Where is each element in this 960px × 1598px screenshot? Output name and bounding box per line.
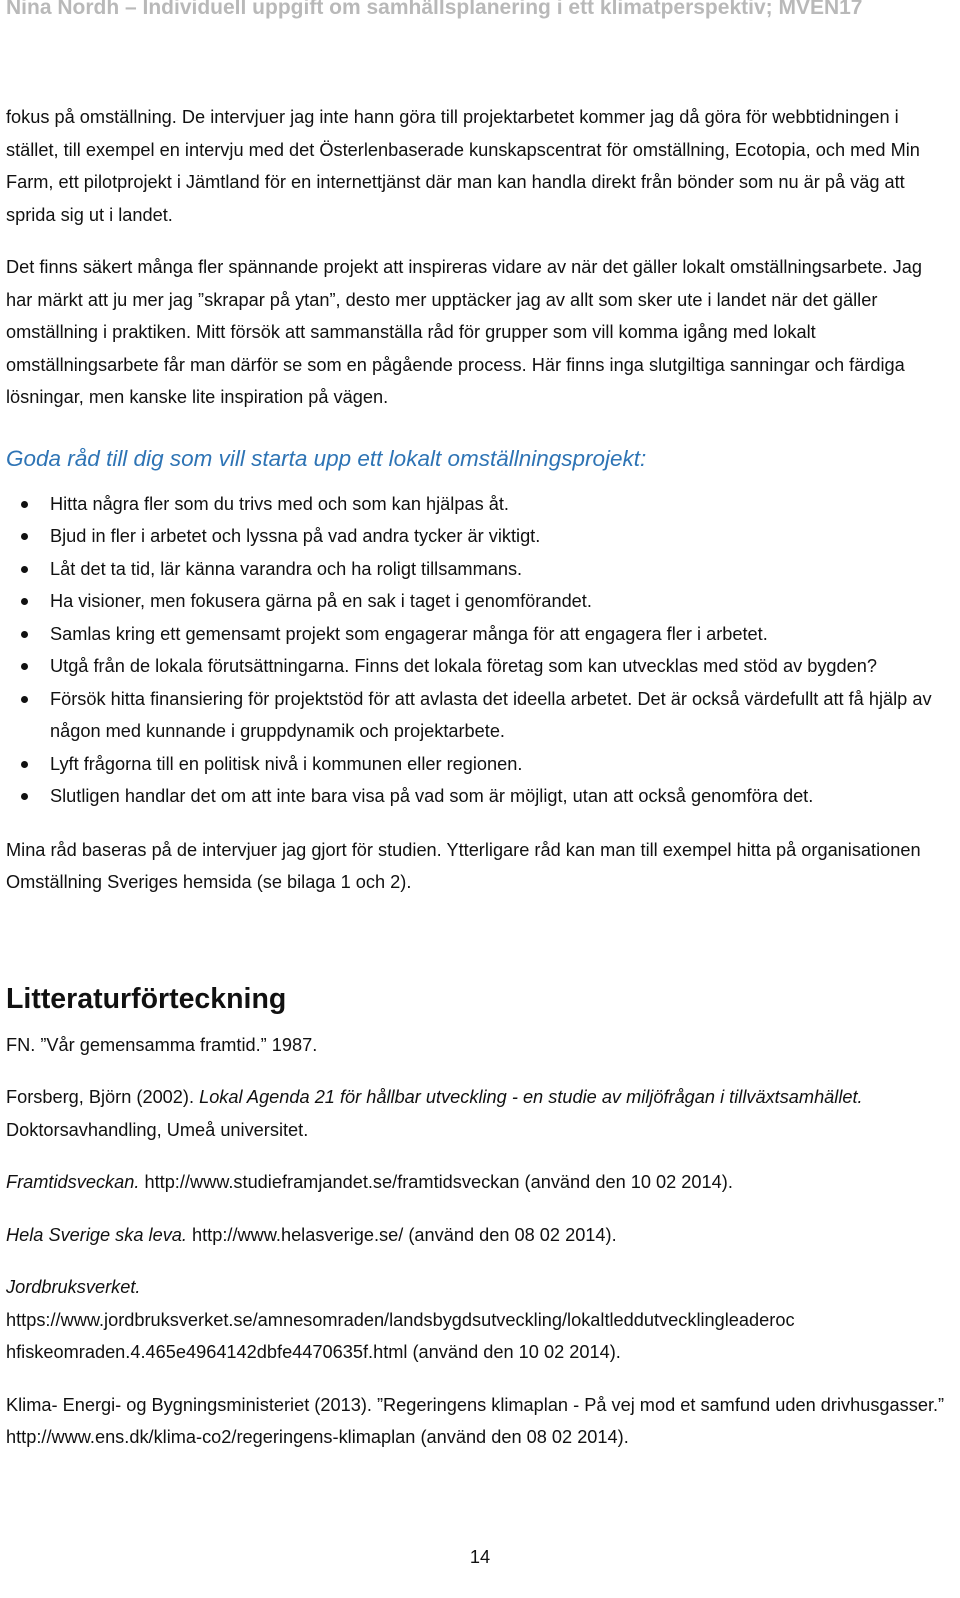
reference-forsberg	[6, 1081, 946, 1146]
paragraph-reflection: Det finns säkert många fler spännande projekt att inspireras vidare av när det gäller lokalt omställningsarbete. Jag har märkt att ju mer jag ”skrapar på ytan”, desto mer upptäcker jag av allt som sker ute i landet när det gäller omställning i praktiken. Mitt försök att sammanställa råd för grupper som vill komma igång med lokalt omställningsarbete får man därför se som en pågående process. Här finns inga slutgiltiga sanningar och färdiga lösningar, men kanske lite inspiration på vägen.	[6, 257, 922, 407]
advice-heading: Goda råd till dig som vill starta upp ett lokalt omställningsprojekt:	[6, 445, 647, 471]
list-item: Ha visioner, men fokusera gärna på en sak i taget i genomförandet.	[6, 585, 946, 618]
reference-fn: FN. ”Vår gemensamma framtid.” 1987.	[6, 1034, 318, 1055]
reference-title: Jordbruksverket.	[6, 1277, 141, 1297]
running-header: Nina Nordh – Individuell uppgift om samhällsplanering i ett klimatperspektiv; MVEN17	[6, 0, 863, 19]
reference-jordbruksverket	[6, 1271, 946, 1369]
reference-title: Framtidsveckan.	[6, 1172, 140, 1192]
references-heading: Litteraturförteckning	[6, 982, 287, 1015]
reference-klimaplan: Klima- Energi- og Bygningsministeriet (2013). ”Regeringens klimaplan - På vej mod et samfund uden drivhusgasser.” http://www.ens.dk/klima-co2/regeringens-klimaplan (använd den 08 02 2014).	[6, 1394, 945, 1447]
reference-link[interactable]: https://www.jordbruksverket.se/amnesomraden/landsbygdsutveckling/lokaltleddutvecklingleaderoc	[6, 1309, 795, 1330]
advice-list	[6, 488, 946, 813]
reference-link[interactable]: http://www.studieframjandet.se/framtidsveckan (använd den 10 02 2014).	[139, 1172, 733, 1192]
reference-framtidsveckan	[6, 1166, 946, 1199]
list-item: Samlas kring ett gemensamt projekt som engagerar många för att engagera fler i arbetet.	[6, 618, 946, 651]
reference-hela-sverige	[6, 1219, 946, 1252]
paragraph-closing: Mina råd baseras på de intervjuer jag gjort för studien. Ytterligare råd kan man till exempel hitta på organisationen Omställning Sveriges hemsida (se bilaga 1 och 2).	[6, 839, 921, 892]
paragraph-intro: fokus på omställning. De intervjuer jag inte hann göra till projektarbetet kommer jag då göra för webbtidningen i stället, till exempel en intervju med det Österlenbaserade kunskapscentrat för omställning, Ecotopia, och med Min Farm, ett pilotprojekt i Jämtland för en internettjänst där man kan handla direkt från bönder som nu är på väg att sprida sig ut i landet.	[6, 107, 920, 225]
list-item: Bjud in fler i arbetet och lyssna på vad andra tycker är viktigt.	[6, 520, 946, 553]
list-item: Låt det ta tid, lär känna varandra och ha roligt tillsammans.	[6, 553, 946, 586]
reference-author: Forsberg, Björn (2002).	[6, 1087, 200, 1107]
reference-title: Hela Sverige ska leva.	[6, 1224, 187, 1245]
page-number: 14	[469, 1547, 491, 1567]
reference-publisher: Doktorsavhandling, Umeå universitet.	[6, 1119, 309, 1140]
page-content	[6, 101, 946, 1454]
reference-link[interactable]: http://www.helasverige.se/ (använd den 08 02 2014).	[186, 1224, 617, 1245]
list-item: Hitta några fler som du trivs med och som kan hjälpas åt.	[6, 488, 946, 521]
list-item: Försök hitta finansiering för projektstöd för att avlasta det ideella arbetet. Det är också värdefullt att få hjälp av någon med kunnande i gruppdynamik och projektarbete.	[6, 683, 946, 748]
list-item: Slutligen handlar det om att inte bara visa på vad som är möjligt, utan att också genomföra det.	[6, 780, 946, 813]
reference-link-tail[interactable]: hfiskeomraden.4.465e4964142dbfe4470635f.html (använd den 10 02 2014).	[6, 1342, 621, 1362]
reference-title: Lokal Agenda 21 för hållbar utveckling - en studie av miljöfrågan i tillväxtsamhället.	[199, 1087, 863, 1107]
list-item: Lyft frågorna till en politisk nivå i kommunen eller regionen.	[6, 748, 946, 781]
list-item: Utgå från de lokala förutsättningarna. Finns det lokala företag som kan utvecklas med stöd av bygden?	[6, 650, 946, 683]
